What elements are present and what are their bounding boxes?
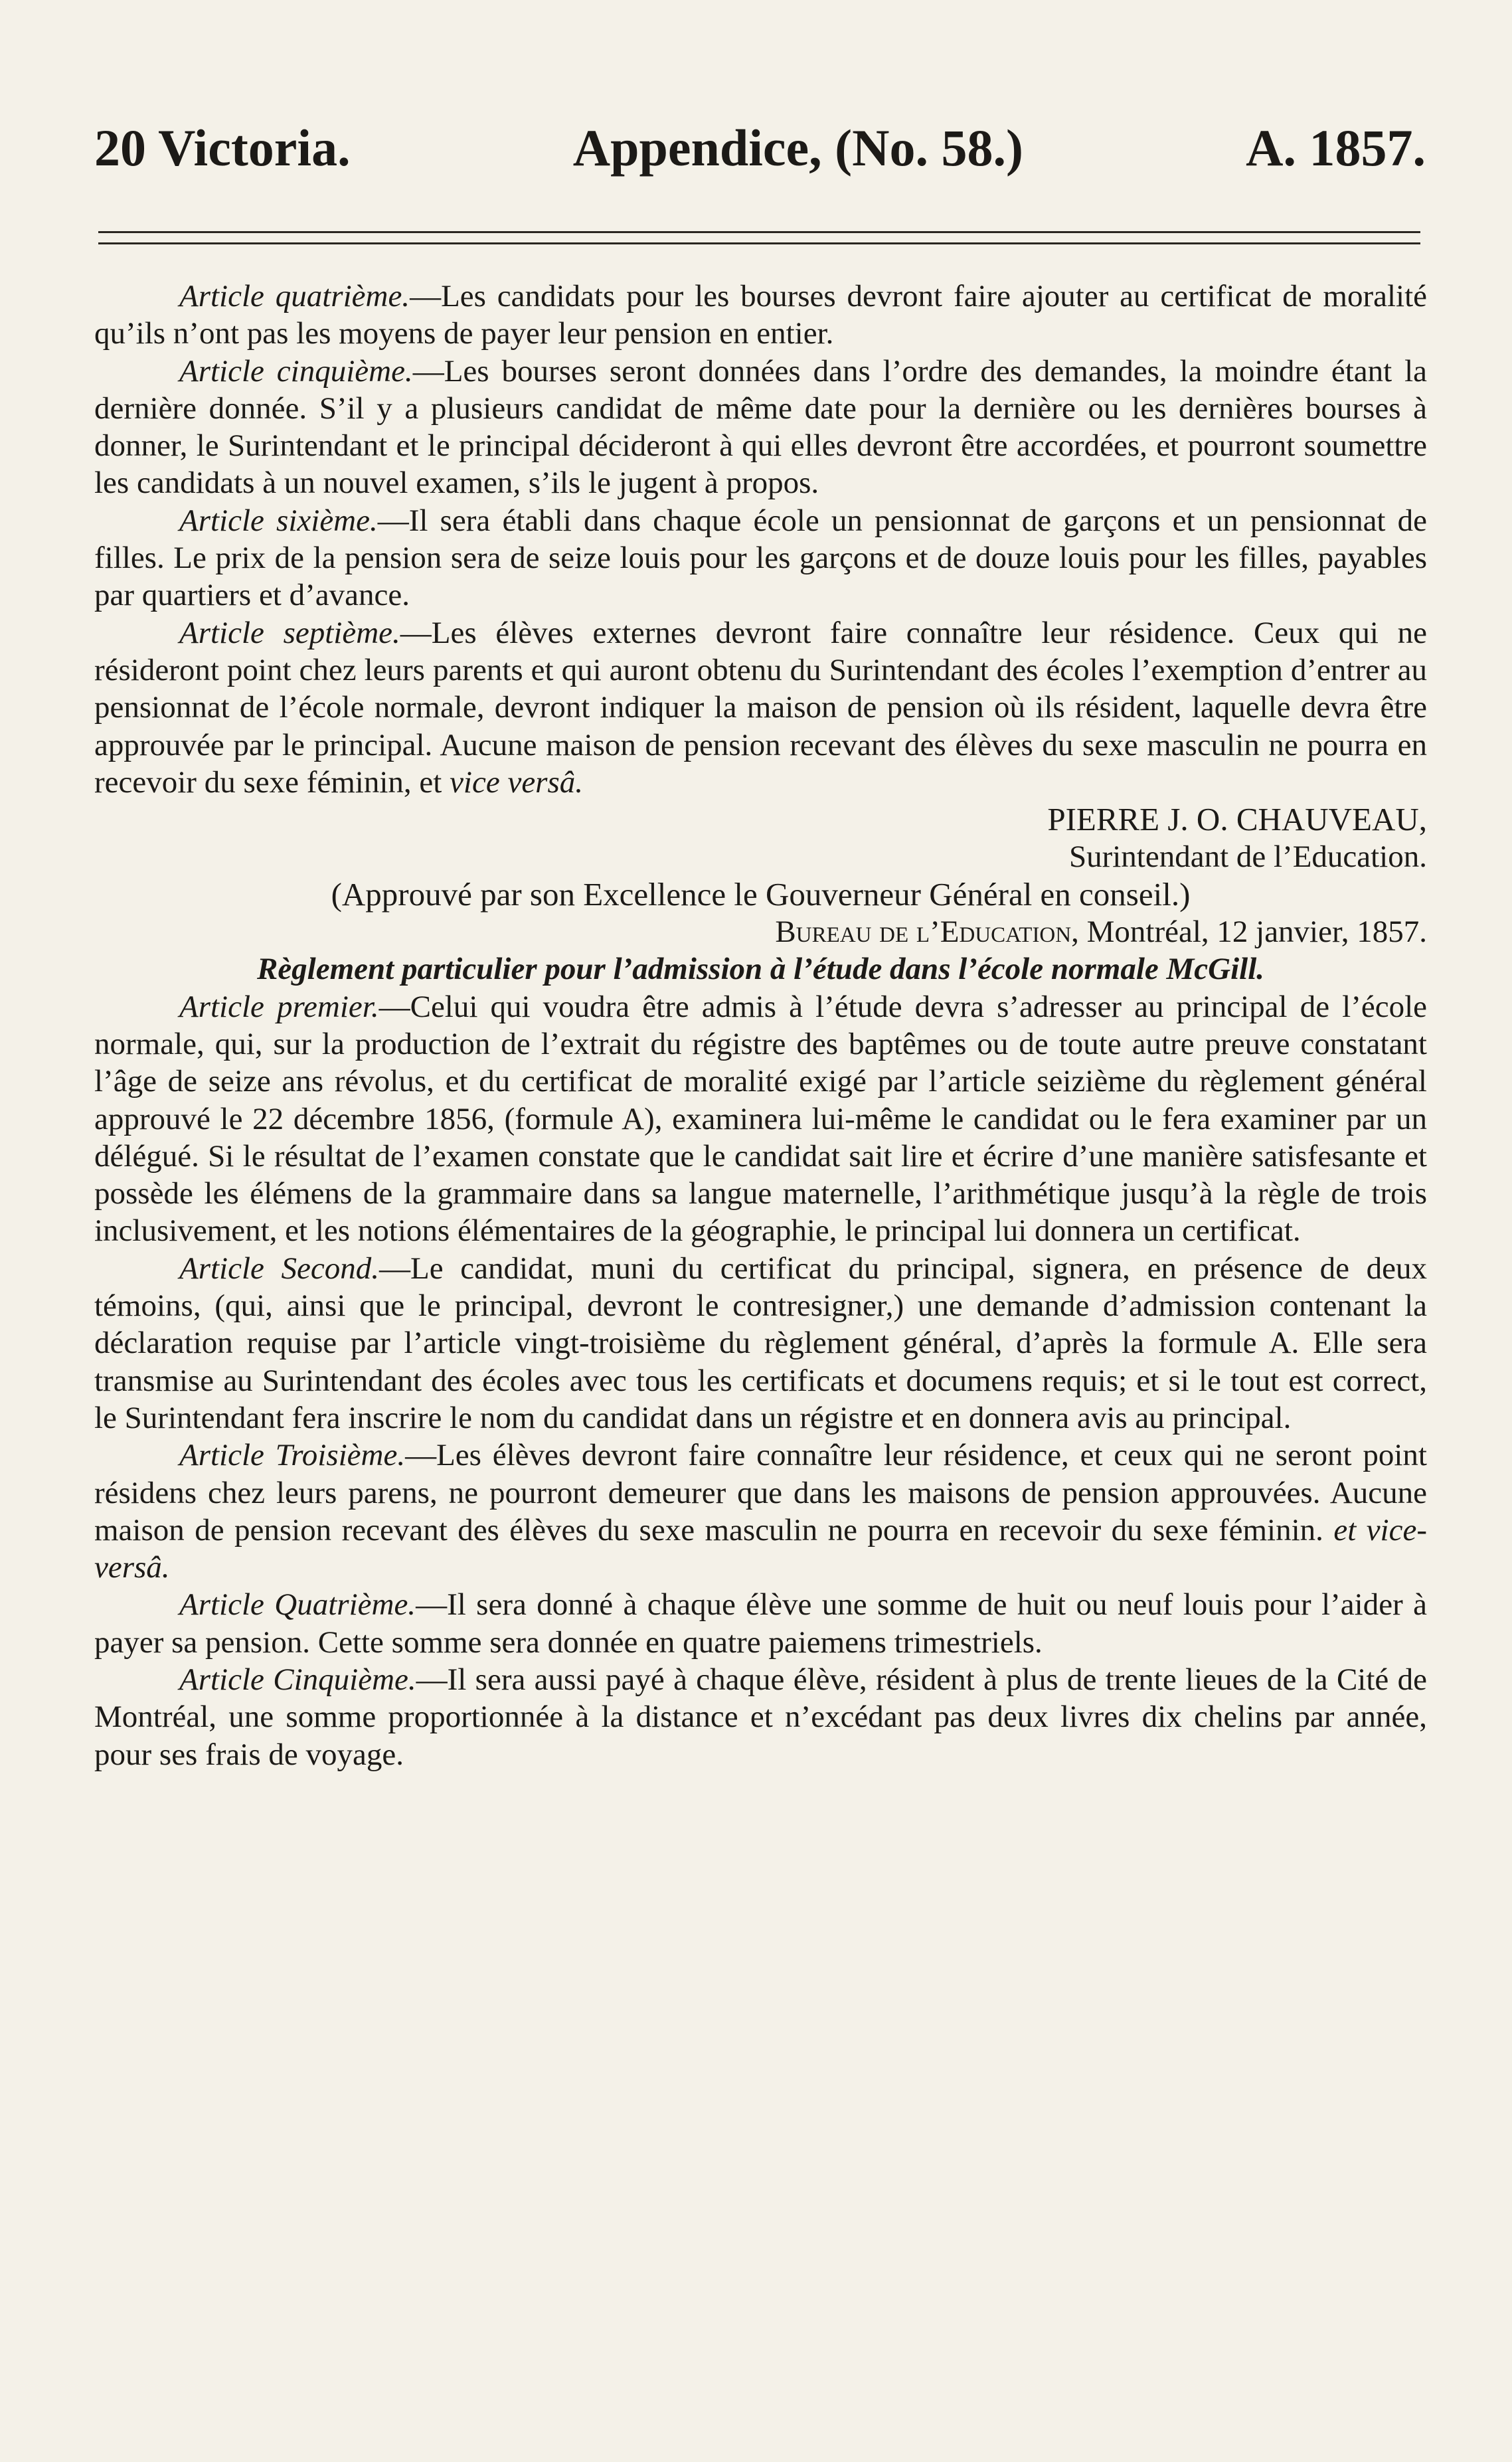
article-text: —Il sera donné à chaque élève une somme de huit ou neuf louis pour l’aider à payer sa pension. Cette somme sera donnée en quatre paiemens trimestriels. [94,1587,1427,1660]
article-italic-tail: et vice-versâ. [94,1512,1427,1585]
paragraph-article-5 [94,353,1427,502]
article-label: Article Second. [179,1251,380,1286]
dateline-office: Bureau de l’Education, [775,915,1079,950]
header-double-rule [98,231,1420,254]
header-appendix: Appendice, (No. 58.) [572,119,1023,177]
paragraph-article-quatrieme [94,1586,1427,1661]
paragraph-article-6 [94,502,1427,614]
article-text: —Les candidats pour les bourses devront faire ajouter au certificat de moralité qu’ils n’ont pas les moyens de payer leur pension en entier. [94,279,1427,351]
article-text: —Celui qui voudra être admis à l’étude devra s’adresser au principal de l’école normale, qui, sur la production de l’extrait du régistre des baptêmes ou de toute autre preuve constatant l’âge de seize ans révolus, et du certificat de moralité exigé par l’article seizième du règlement général approuvé le 22 décembre 1856, (formule A), examinera lui-même le candidat ou le fera examiner par un délégué. Si le résultat de l’examen constate que le candidat sait lire et écrire d’une manière satisfesante et possède les élémens de la grammaire dans sa langue maternelle, l’arithmétique jusqu’à la règle de trois inclusivement, et les notions élémentaires de la géographie, le principal lui donnera un certificat. [94,989,1427,1249]
regulation-title: Règlement particulier pour l’admission à l’étude dans l’école normale McGill. [256,952,1265,987]
paragraph-article-4 [94,278,1427,353]
article-text: —Les bourses seront données dans l’ordre des demandes, la moindre étant la dernière donnée. S’il y a plusieurs candidat de même date pour la dernière ou les dernières bourses à donner, le Surintendant et le principal décideront à qui elles devront être accordées, et pourront soumettre les candidats à un nouvel examen, s’ils le jugent à propos. [94,353,1427,501]
approval-note: (Approuvé par son Excellence le Gouverneur Général en conseil.) [331,875,1191,913]
signature-title: Surintendant de l’Education. [1068,839,1427,875]
article-label: Article sixième. [179,503,378,538]
article-text: —Les élèves externes devront faire connaître leur résidence. Ceux qui ne résideront point chez leurs parents et qui auront obtenu du Surintendant des écoles l’exemption d’entrer au pensionnat de l’école normale, devront indiquer la maison de pension où ils résident, laquelle devra être approuvée par le principal. Aucune maison de pension recevant des élèves du sexe masculin ne pourra en recevoir du sexe féminin, et [94,615,1427,800]
article-text: —Il sera établi dans chaque école un pensionnat de garçons et un pensionnat de filles. Le prix de la pension sera de seize louis pour les garçons et de douze louis pour les filles, payables par quartiers et d’avance. [94,503,1428,613]
article-italic-tail: vice versâ. [450,764,584,800]
article-text: —Il sera aussi payé à chaque élève, résident à plus de trente lieues de la Cité de Montréal, une somme proportionnée à la distance et n’excédant pas deux livres dix chelins par année, pour ses frais de voyage. [94,1662,1427,1772]
document-body [94,278,1427,1773]
article-label: Article quatrième. [179,279,410,313]
paragraph-article-7 [94,614,1427,801]
dateline-place-date: Montréal, 12 janvier, 1857. [1078,915,1427,950]
article-label: Article premier. [179,989,379,1024]
paragraph-article-troisieme [94,1437,1427,1586]
article-label: Article septième. [179,615,400,650]
signature-name: PIERRE J. O. CHAUVEAU, [1047,801,1427,838]
paragraph-article-cinquieme [94,1661,1427,1773]
rule-line [98,231,1420,233]
header-year: A. 1857. [1246,119,1426,177]
paragraph-article-second [94,1250,1427,1437]
article-text: —Le candidat, muni du certificat du principal, signera, en présence de deux témoins, (qui, ainsi que le principal, devront le contresigner,) une demande d’admission contenant la déclaration requise par l’article vingt-troisième du règlement général, d’après la formule A. Elle sera transmise au Surintendant des écoles avec tous les certificats et documens requis; et si le tout est correct, le Surintendant fera inscrire le nom du candidat dans un régistre et en donnera avis au principal. [94,1251,1427,1435]
article-text: —Les élèves devront faire connaître leur résidence, et ceux qui ne seront point résidens chez leurs parens, ne pourront demeurer que dans les maisons de pension approuvées. Aucune maison de pension recevant des élèves du sexe masculin ne pourra en recevoir du sexe féminin. [94,1438,1427,1547]
article-label: Article Cinquième. [179,1662,416,1697]
article-label: Article Quatrième. [179,1587,416,1623]
article-label: Article cinquième. [179,353,413,389]
rule-line [98,242,1420,244]
paragraph-article-premier [94,988,1427,1250]
header-session: 20 Victoria. [94,119,351,177]
running-header [94,118,1426,178]
article-label: Article Troisième. [179,1438,406,1473]
dateline [94,913,1427,950]
